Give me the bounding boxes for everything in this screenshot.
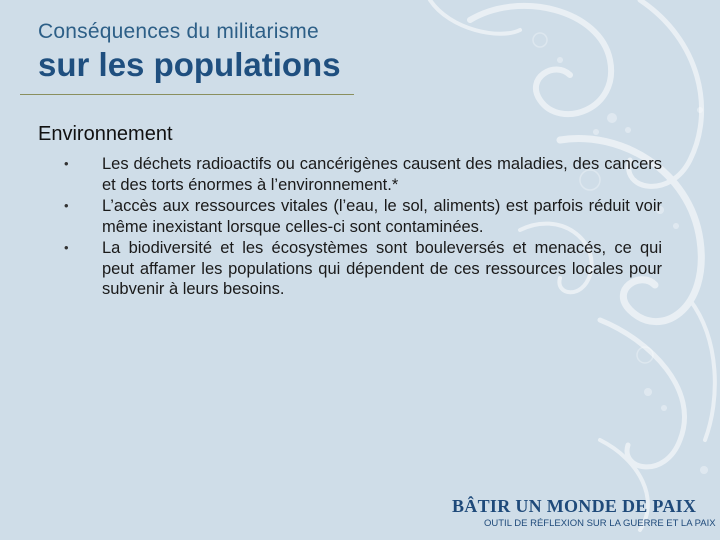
bullet-text: Les déchets radioactifs ou cancérigènes causent des maladies, des cancers et des torts énormes à l’environnement.* bbox=[102, 155, 662, 194]
footer-logo bbox=[452, 496, 716, 529]
bullet-list bbox=[64, 154, 662, 301]
title-divider bbox=[20, 94, 354, 95]
slide-title-line1: Conséquences du militarisme bbox=[38, 20, 319, 43]
bullet-marker: • bbox=[64, 156, 69, 171]
bullet-item bbox=[64, 154, 662, 195]
bullet-item bbox=[64, 196, 662, 237]
bullet-text: La biodiversité et les écosystèmes sont bouleversés et menacés, ce qui peut affamer les populations qui dépendent de ces ressources locales pour subvenir à leurs besoins. bbox=[102, 239, 662, 298]
logo-subtitle: OUTIL DE RÉFLEXION SUR LA GUERRE ET LA PAIX bbox=[484, 518, 716, 529]
bullet-marker: • bbox=[64, 240, 69, 255]
bullet-marker: • bbox=[64, 198, 69, 213]
bullet-item bbox=[64, 238, 662, 300]
logo-main-text: BÂTIR UN MONDE DE PAIX bbox=[452, 496, 697, 516]
bullet-text: L’accès aux ressources vitales (l’eau, le sol, aliments) est parfois réduit voir même inexistant lorsque celles-ci sont contaminées. bbox=[102, 197, 662, 236]
slide-title-line2: sur les populations bbox=[38, 46, 341, 83]
section-heading: Environnement bbox=[38, 123, 173, 145]
